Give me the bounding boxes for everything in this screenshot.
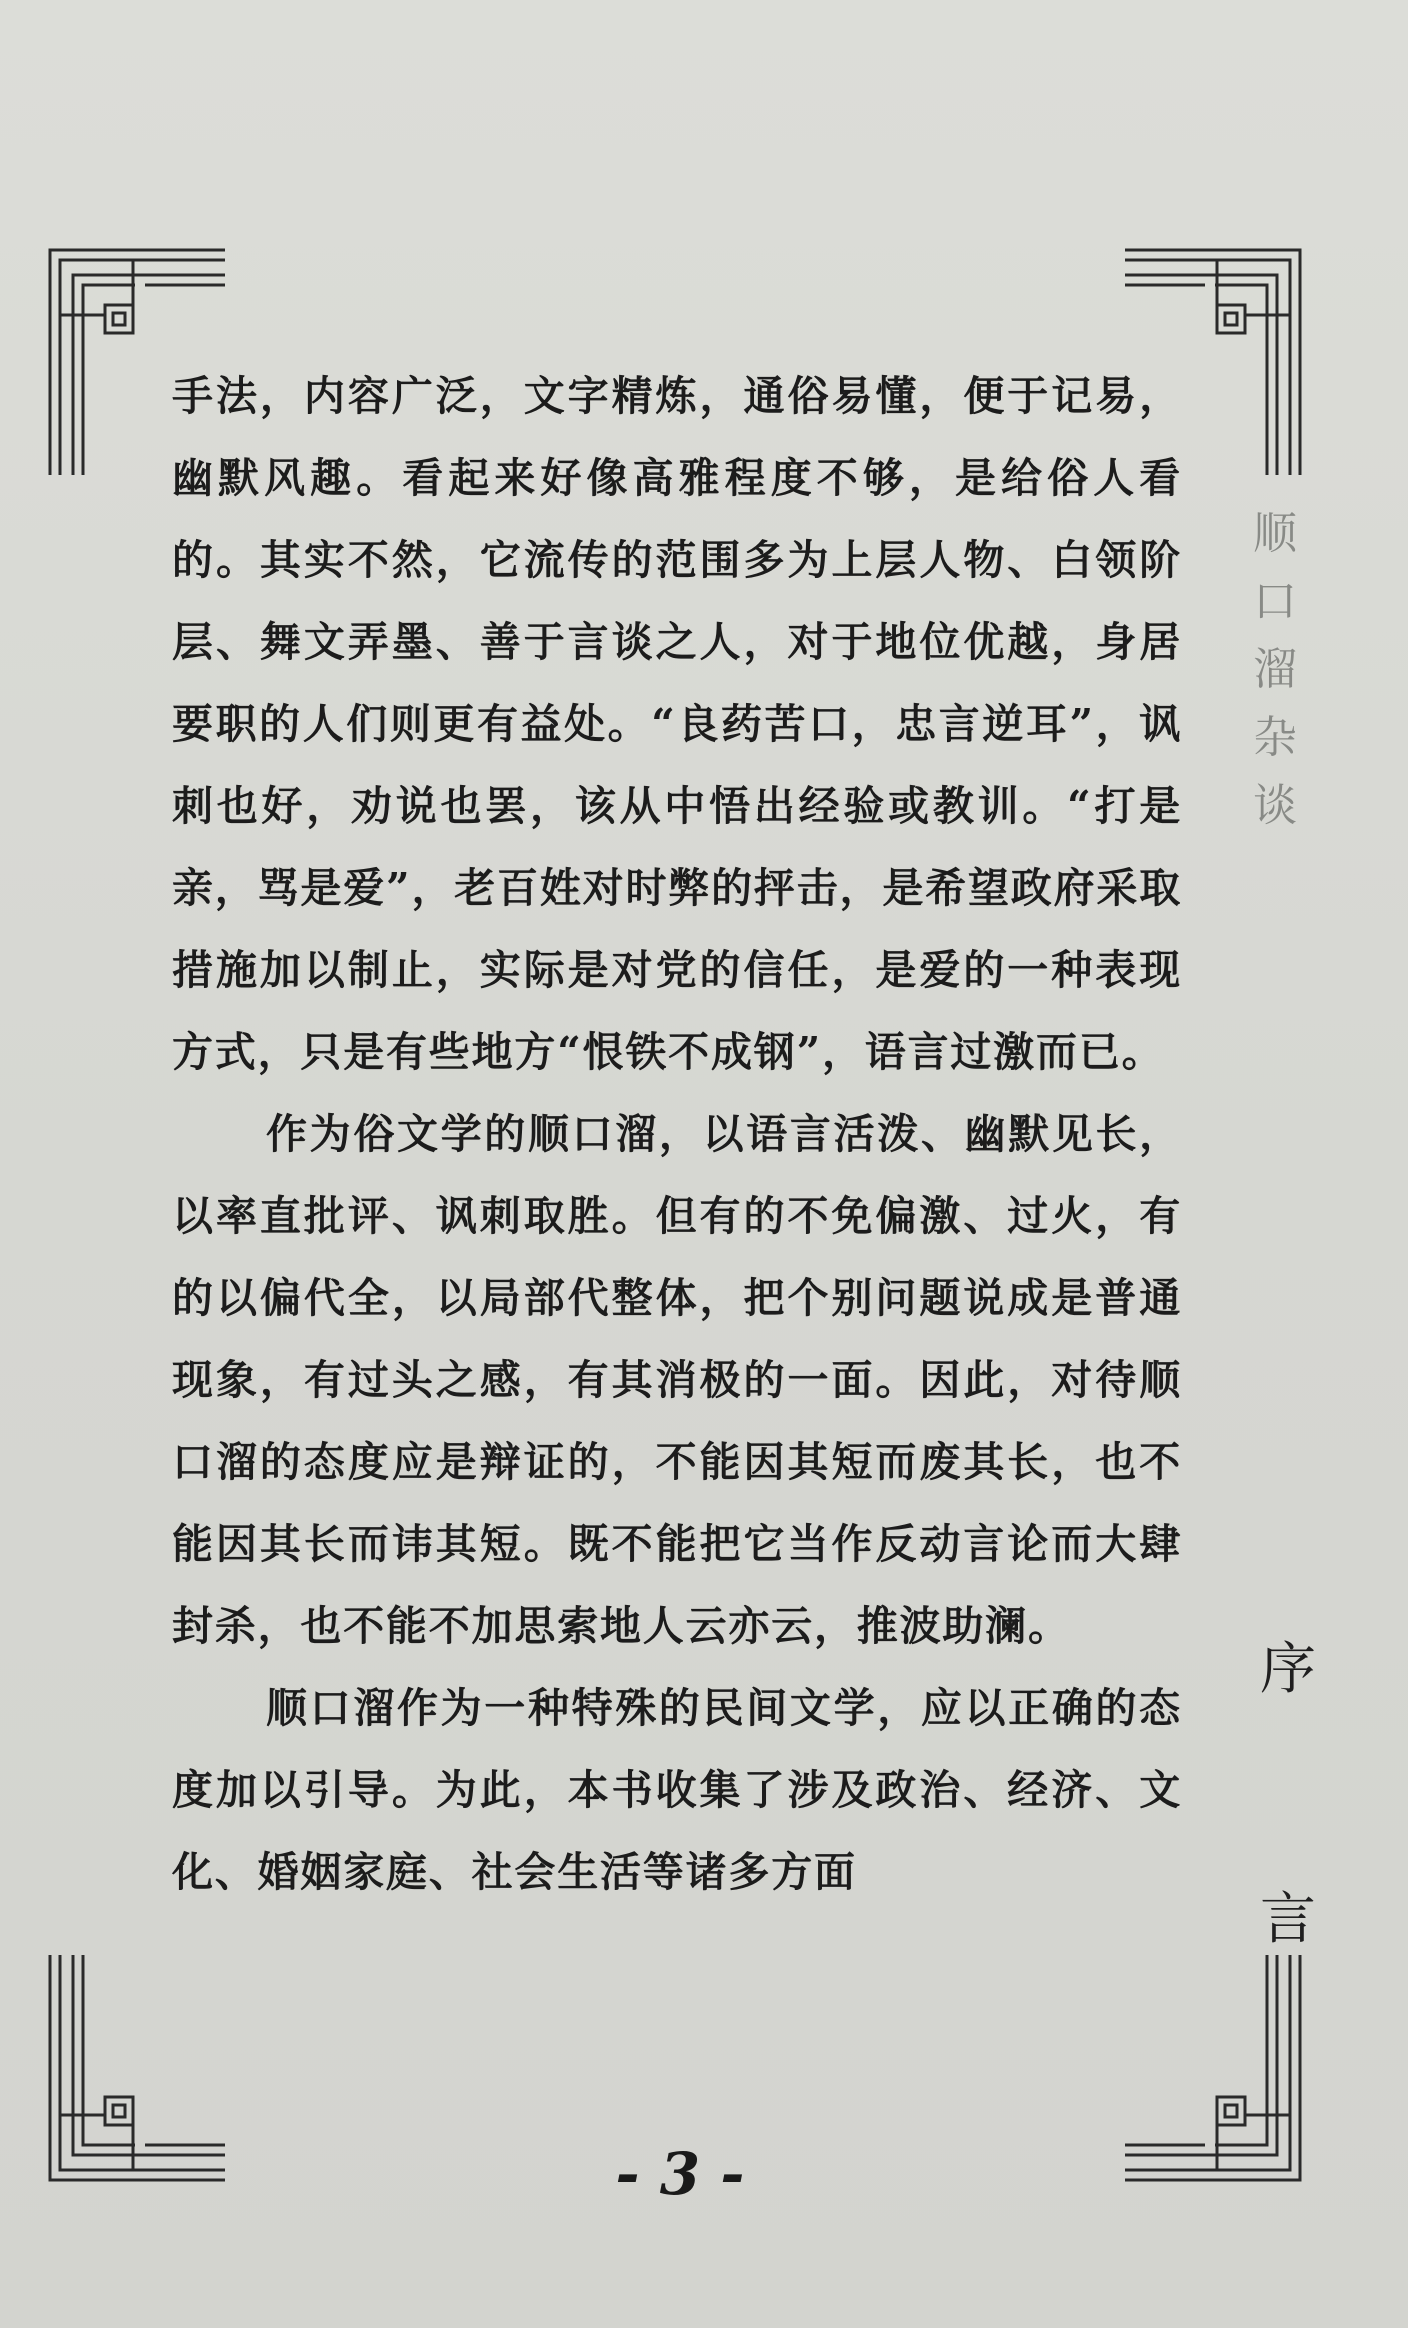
corner-ornament-bottom-left xyxy=(45,1950,235,2200)
running-title-char: 溜 xyxy=(1253,644,1297,695)
section-label-xu: 序 xyxy=(1260,1637,1316,1702)
body-text xyxy=(172,355,1182,1913)
running-title xyxy=(1245,500,1305,840)
corner-ornament-bottom-right xyxy=(1115,1950,1305,2200)
running-title-char: 顺 xyxy=(1253,508,1297,559)
running-title-char: 杂 xyxy=(1253,712,1297,763)
paragraph-1: 手法，内容广泛，文字精炼，通俗易懂，便于记易，幽默风趣。看起来好像高雅程度不够，是给俗人看的。其实不然，它流传的范围多为上层人物、白领阶层、舞文弄墨、善于言谈之人，对于地位优越，身居要职的人们则更有益处。“良药苦口，忠言逆耳”，讽刺也好，劝说也罢，该从中悟出经验或教训。“打是亲，骂是爱”，老百姓对时弊的抨击，是希望政府采取措施加以制止，实际是对党的信任，是爱的一种表现方式，只是有些地方“恨铁不成钢”，语言过激而已。 xyxy=(172,372,1182,1076)
page-number: - 3 - xyxy=(615,2140,745,2208)
paragraph-3: 顺口溜作为一种特殊的民间文学，应以正确的态度加以引导。为此，本书收集了涉及政治、经济、文化、婚姻家庭、社会生活等诸多方面 xyxy=(172,1684,1182,1896)
running-title-char: 口 xyxy=(1253,576,1297,627)
section-label-yan: 言 xyxy=(1260,1887,1316,1952)
running-title-char: 谈 xyxy=(1253,780,1297,831)
paragraph-2: 作为俗文学的顺口溜，以语言活泼、幽默见长，以率直批评、讽刺取胜。但有的不免偏激、过火，有的以偏代全，以局部代整体，把个别问题说成是普通现象，有过头之感，有其消极的一面。因此，对待顺口溜的态度应是辩证的，不能因其短而废其长，也不能因其长而讳其短。既不能把它当作反动言论而大肆封杀，也不能不加思索地人云亦云，推波助澜。 xyxy=(172,1110,1182,1650)
